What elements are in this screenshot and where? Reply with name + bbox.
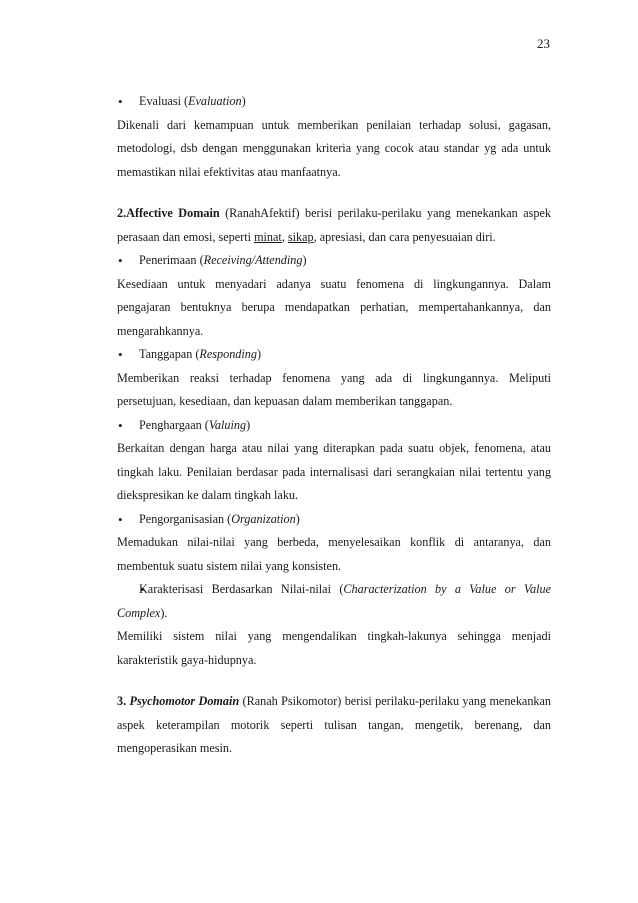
- bullet-title-en: Valuing: [208, 417, 247, 432]
- psychomotor-heading-paren: (Ranah Psikomotor): [242, 694, 342, 708]
- affective-heading-number: 2.: [117, 206, 127, 220]
- karakterisasi-text: Memiliki sistem nilai yang mengendalikan tingkah-lakunya sehingga menjadi karakteristik gaya-hidupnya.: [117, 629, 551, 667]
- affective-heading-paren: (RanahAfektif): [225, 206, 300, 220]
- bullet-title-en: Responding: [199, 347, 257, 361]
- penghargaan-text: Berkaitan dengan harga atau nilai yang diterapkan pada suatu objek, fenomena, atau tingkah laku. Penilaian berdasar pada internalisasi dari serangkaian nilai tertentu yang diekspresikan ke dalam tingkah laku.: [117, 441, 551, 502]
- bullet-karakterisasi: • Karakterisasi Berdasarkan Nilai-nilai (Characterization by a Value or Value Complex).: [117, 578, 551, 625]
- bullet-title: Karakterisasi Berdasarkan Nilai-nilai: [139, 582, 331, 596]
- page-number: 23: [537, 36, 550, 51]
- page-content: [117, 90, 551, 761]
- psychomotor-heading-number: 3.: [117, 694, 127, 708]
- link-sikap[interactable]: sikap: [287, 229, 314, 244]
- affective-paragraph: 2.Affective Domain (RanahAfektif) berisi perilaku-perilaku yang menekankan aspek perasaan dan emosi, seperti minat, sikap, apresiasi, dan cara penyesuaian diri.: [117, 206, 551, 244]
- bullet-title-en: Receiving/Attending: [203, 253, 303, 267]
- bullet-title-en: Characterization by a Value or Value Complex: [117, 582, 551, 620]
- bullet-title-en: Evaluation: [188, 94, 242, 108]
- bullet-title: Tanggapan: [139, 347, 193, 361]
- bullet-title: Evaluasi: [139, 94, 181, 108]
- bullet-title-en: Organization: [231, 511, 296, 526]
- link-minat[interactable]: minat: [254, 229, 282, 244]
- bullet-title: Penghargaan: [139, 417, 202, 432]
- tanggapan-text: Memberikan reaksi terhadap fenomena yang ada di lingkungannya. Meliputi persetujuan, kesediaan, dan kepuasan dalam memberikan tanggapan.: [117, 370, 551, 408]
- affective-heading: Affective Domain: [126, 206, 220, 220]
- affective-text-before: berisi perilaku-perilaku yang menekankan aspek perasaan dan emosi, seperti: [117, 206, 551, 244]
- bullet-evaluasi: • Evaluasi (Evaluation): [117, 90, 551, 114]
- bullet-pengorganisasian: • Pengorganisasian (Organization): [117, 508, 551, 532]
- bullet-title: Penerimaan: [139, 253, 197, 267]
- psychomotor-paragraph: [117, 690, 551, 761]
- bullet-title: Pengorganisasian: [139, 511, 225, 526]
- bullet-tanggapan: • Tanggapan (Responding): [117, 343, 551, 367]
- penerimaan-text: Kesediaan untuk menyadari adanya suatu fenomena di lingkungannya. Dalam pengajaran bentuknya berupa mendapatkan perhatian, mempertahankannya, dan mengarahkannya.: [117, 276, 551, 338]
- pengorganisasian-text: Memadukan nilai-nilai yang berbeda, menyelesaikan konflik di antaranya, dan membentuk suatu sistem nilai yang konsisten.: [117, 535, 551, 573]
- psychomotor-text: berisi perilaku-perilaku yang menekankan aspek keterampilan motorik seperti tulisan tangan, mengetik, berenang, dan mengoperasikan mesin.: [117, 694, 552, 755]
- psychomotor-heading: Psychomotor Domain: [129, 694, 240, 708]
- bullet-penerimaan: • Penerimaan (Receiving/Attending): [117, 249, 551, 273]
- evaluasi-text: Dikenali dari kemampuan untuk memberikan penilaian terhadap solusi, gagasan, metodologi, dsb dengan menggunakan kriteria yang cocok atau standar yg ada untuk memastikan nilai efektivitas atau manfaatnya.: [117, 117, 551, 179]
- affective-text-after: , apresiasi, dan cara penyesuaian diri.: [313, 229, 496, 244]
- bullet-penghargaan: • Penghargaan (Valuing): [117, 414, 551, 438]
